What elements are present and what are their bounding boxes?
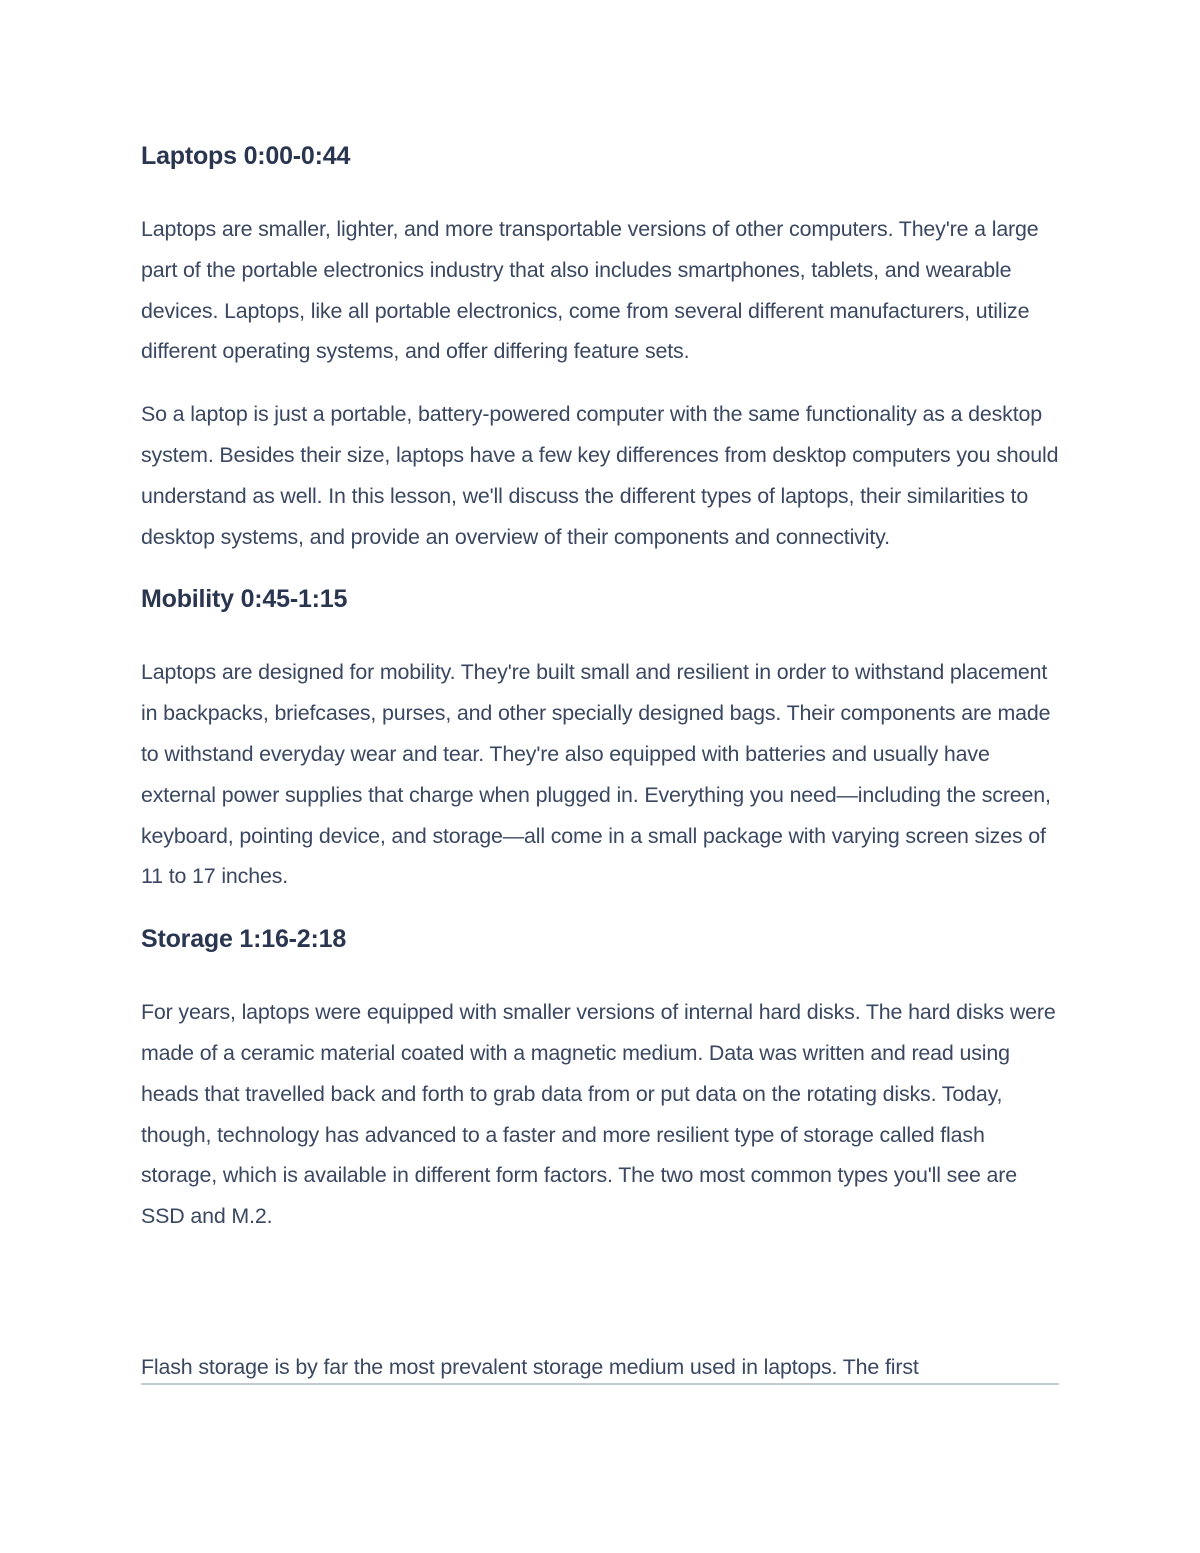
section-heading: Storage 1:16-2:18 [141,925,347,954]
paragraph: Laptops are smaller, lighter, and more transportable versions of other computers. They're a large part of the portable electronics industry that also includes smartphones, tablets, and wearable devices. Laptops, like all portable electronics, come from several different manufacturers, utilize different operating systems, and offer differing feature sets. [141,217,1039,364]
cutoff-paragraph: Flash storage is by far the most prevalent storage medium used in laptops. The first [141,1355,919,1379]
section-heading: Laptops 0:00-0:44 [141,142,351,170]
section-storage [141,919,1059,1237]
section-body [141,209,1059,557]
section-body [141,652,1059,897]
paragraph: For years, laptops were equipped with smaller versions of internal hard disks. The hard disks were made of a ceramic material coated with a magnetic medium. Data was written and read using heads that travelled back and forth to grab data from or put data on the rotating disks. Today, though, technology has advanced to a faster and more resilient type of storage called flash storage, which is available in different form factors. The two most common types you'll see are SSD and M.2. [141,1000,1056,1229]
section-body [141,992,1059,1237]
paragraph: Laptops are designed for mobility. They're built small and resilient in order to withstand placement in backpacks, briefcases, purses, and other specially designed bags. Their components are made to withstand everyday wear and tear. They're also equipped with batteries and usually have external power supplies that charge when plugged in. Everything you need—including the screen, keyboard, pointing device, and storage—all come in a small package with varying screen sizes of 11 to 17 inches. [141,660,1051,889]
paragraph: So a laptop is just a portable, battery-powered computer with the same functionality as a desktop system. Besides their size, laptops have a few key differences from desktop computers you should understand as well. In this lesson, we'll discuss the different types of laptops, their similarities to desktop systems, and provide an overview of their components and connectivity. [141,402,1059,549]
section-laptops [141,136,1059,557]
cutoff-paragraph-region [141,1347,1059,1385]
section-mobility [141,579,1059,897]
section-heading: Mobility 0:45-1:15 [141,585,348,614]
document-page [141,136,1059,1259]
